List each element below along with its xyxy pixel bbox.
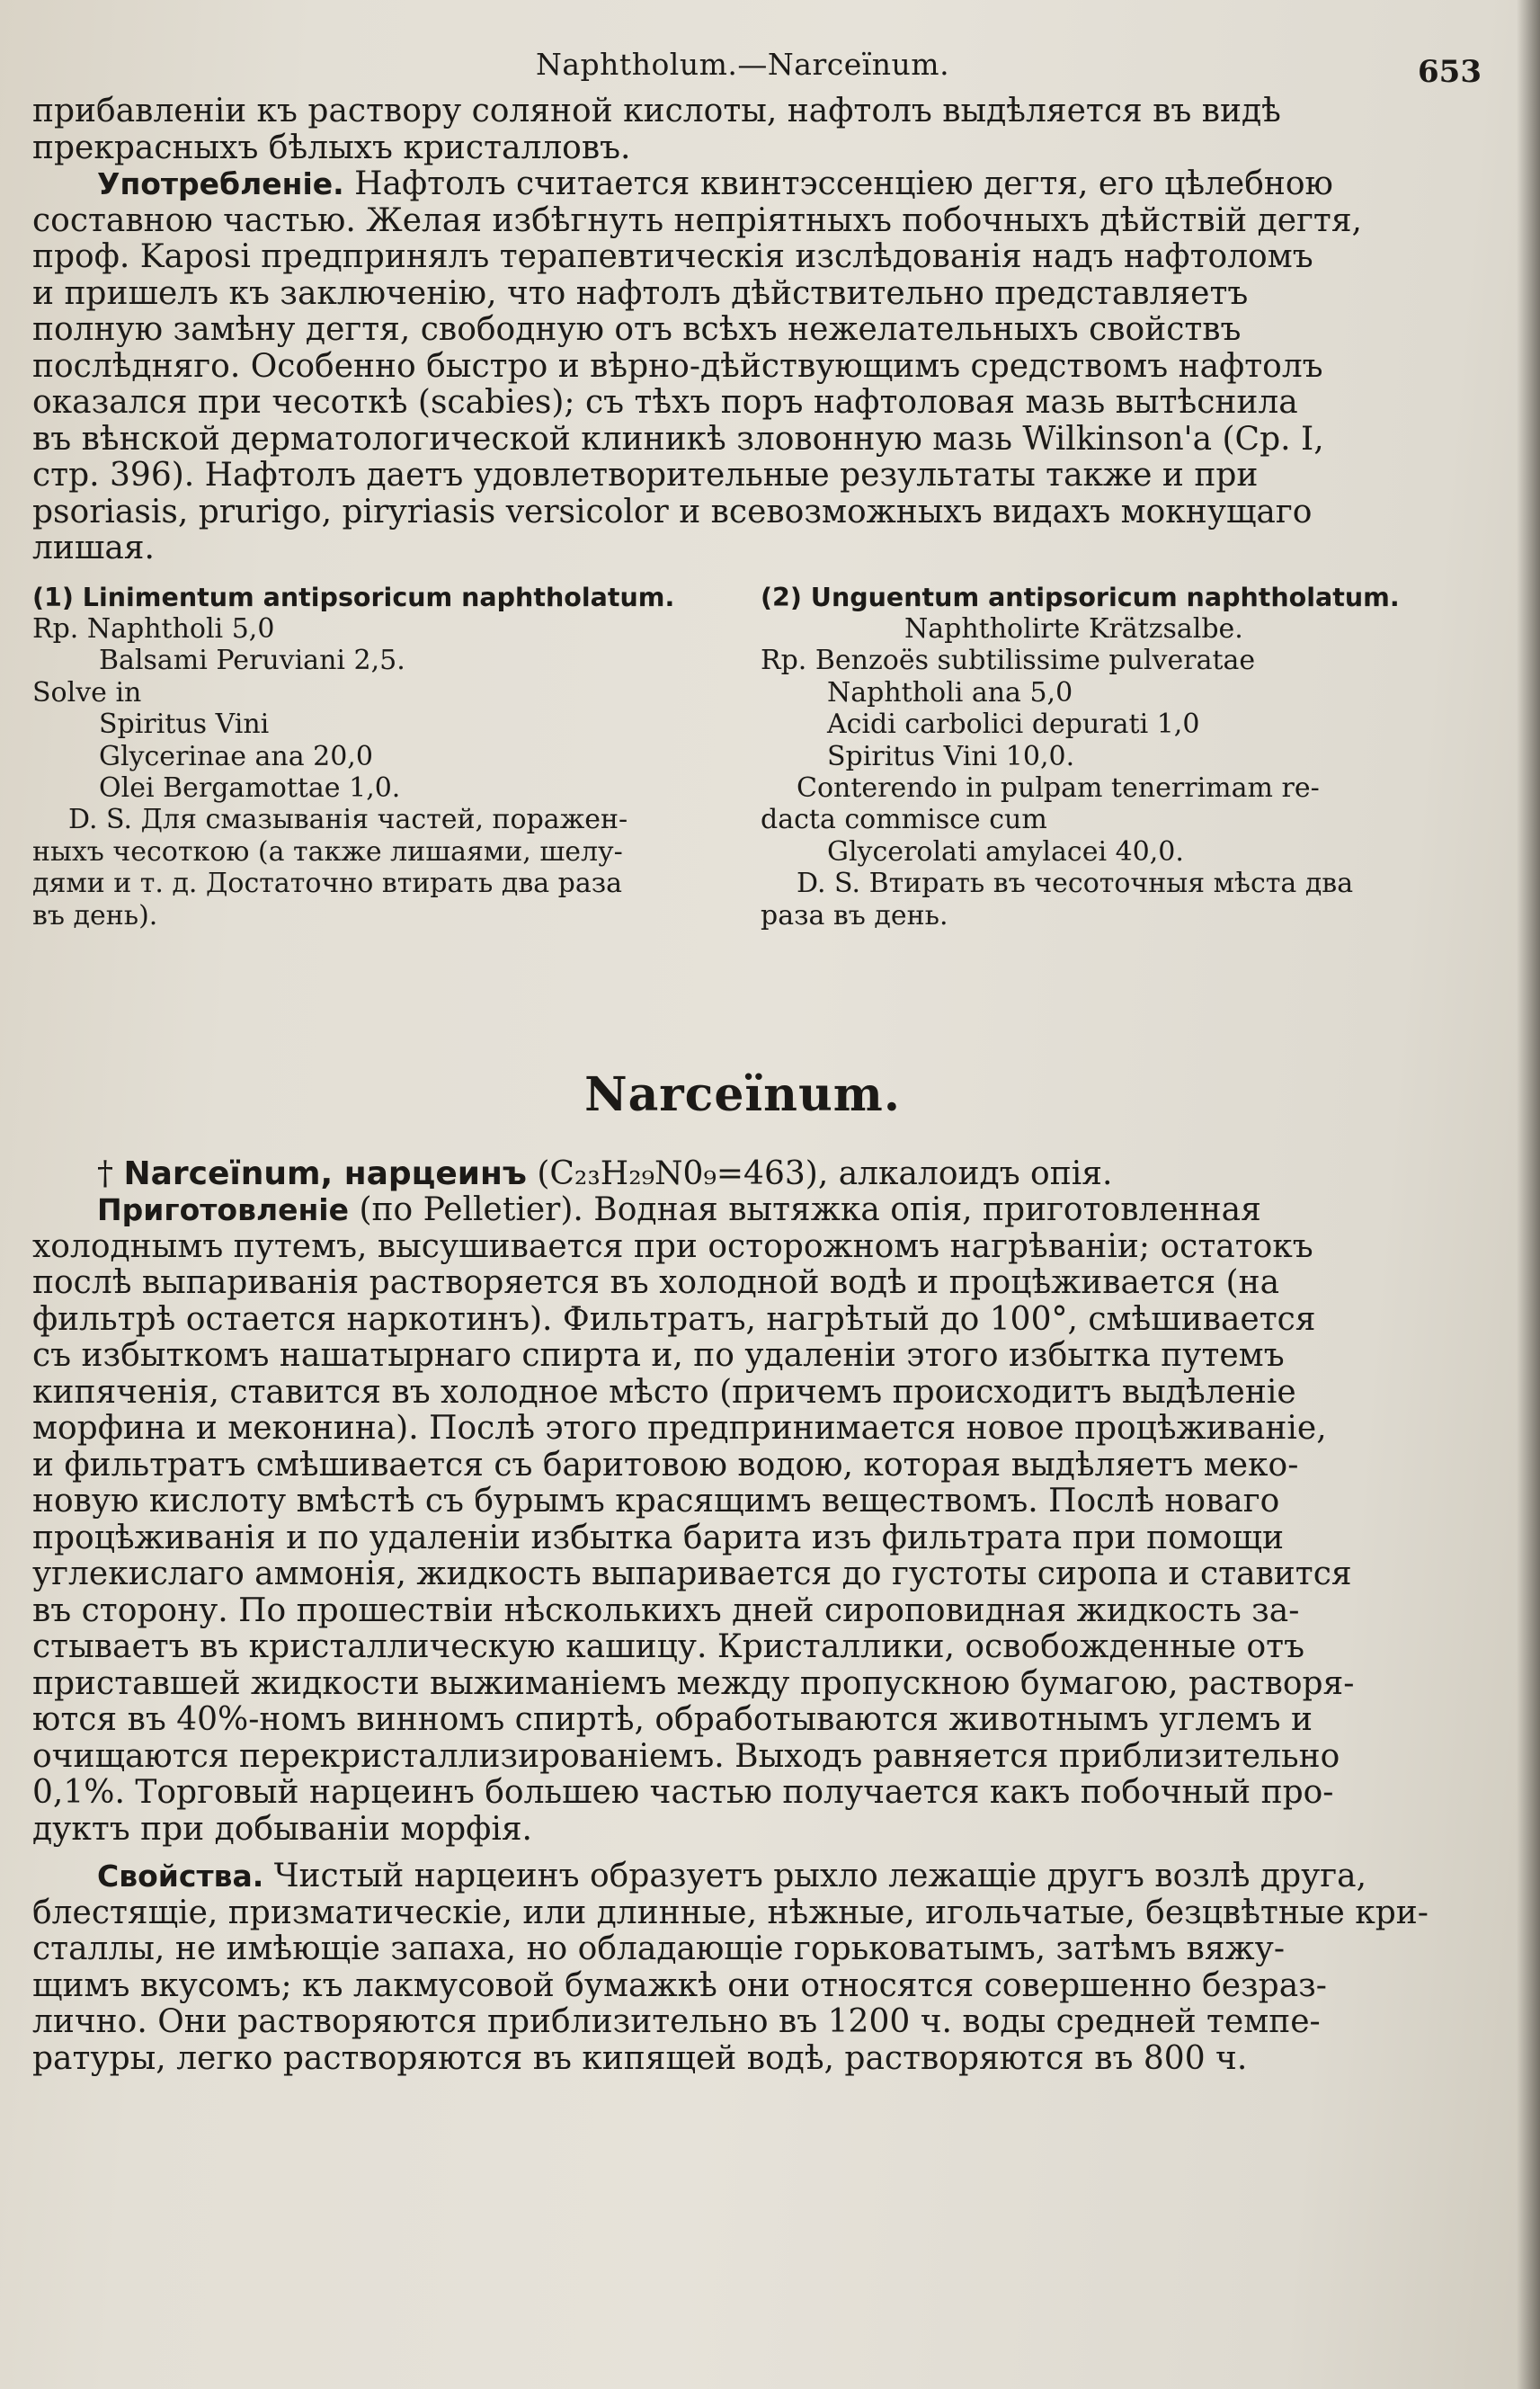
- recipe-line: Balsami Peruviani 2,5.: [99, 645, 405, 677]
- recipe-line: раза въ день.: [761, 899, 948, 932]
- running-title: Naphtholum.—Narceïnum.: [536, 47, 950, 82]
- text-line: лично. Они растворяются приблизительно въ 1200 ч. воды средней темпе-: [32, 2004, 1321, 2040]
- recipe-line: D. S. Для смазыванія частей, поражен-: [68, 804, 628, 836]
- dagger-mark: †: [97, 1155, 113, 1192]
- text-line: процѣживанія и по удаленіи избытка барита изъ фильтрата при помощи: [32, 1520, 1284, 1556]
- text-line: блестящіе, призматическіе, или длинные, нѣжные, игольчатые, безцвѣтные кри-: [32, 1894, 1429, 1931]
- text-line: очищаются перекристаллизированіемъ. Выходъ равняется приблизительно: [32, 1738, 1340, 1775]
- recipe-line: Acidi carbolici depurati 1,0: [827, 709, 1200, 741]
- text-line: ратуры, легко растворяются въ кипящей водѣ, растворяются въ 800 ч.: [32, 2040, 1248, 2077]
- text-line: послѣдняго. Особенно быстро и вѣрно-дѣйствующимъ средствомъ нафтолъ: [32, 348, 1323, 385]
- text-line: полную замѣну дегтя, свободную отъ всѣхъ нежелательныхъ свойствъ: [32, 312, 1242, 348]
- recipe-line: Olei Bergamottae 1,0.: [99, 771, 401, 804]
- text-line: Приготовленіе (по Pelletier). Водная вытяжка опія, приготовленная: [97, 1192, 1261, 1228]
- lead-name: Narceïnum, нарцеинъ: [123, 1155, 527, 1192]
- text-line: 0,1%. Торговый нарцеинъ большею частью получается какъ побочный про-: [32, 1775, 1334, 1811]
- text-line: съ избыткомъ нашатырнаго спирта и, по удаленіи этого избытка путемъ: [32, 1338, 1285, 1374]
- recipe-line: Spiritus Vini: [99, 709, 270, 741]
- recipe-line: Glycerolati amylacei 40,0.: [827, 835, 1184, 868]
- text-line: и пришелъ къ заключенію, что нафтолъ дѣйствительно представляетъ: [32, 275, 1249, 312]
- recipe-line: Rp. Naphtholi 5,0: [32, 612, 275, 645]
- page-gutter-shadow: [1517, 0, 1540, 2389]
- naphtholum-text: [32, 94, 1453, 567]
- text-line: составною частью. Желая избѣгнуть непріятныхъ побочныхъ дѣйствій дегтя,: [32, 202, 1362, 239]
- text-line: psoriasis, prurigo, piryriasis versicolor и всевозможныхъ видахъ мокнущаго: [32, 494, 1313, 530]
- text-line: сталлы, не имѣющіе запаха, но обладающіе горьковатымъ, затѣмъ вяжу-: [32, 1931, 1285, 1967]
- text-line: стываетъ въ кристаллическую кашицу. Кристаллики, освобожденные отъ: [32, 1629, 1304, 1665]
- recipe-heading: (1) Linimentum antipsoricum naphtholatum.: [32, 582, 675, 612]
- text-line: приставшей жидкости выжиманіемъ между пропускною бумагою, растворя-: [32, 1665, 1355, 1702]
- recipe-subtitle: Naphtholirte Krätzsalbe.: [904, 612, 1243, 645]
- recipe-line: Glycerinae ana 20,0: [99, 740, 373, 772]
- recipe-line: D. S. Втирать въ чесоточныя мѣста два: [797, 868, 1354, 900]
- recipe-heading: (2) Unguentum antipsoricum naphtholatum.: [761, 582, 1400, 612]
- recipe-line: Solve in: [32, 676, 142, 709]
- page-content: [32, 43, 1482, 2077]
- narceinum-text: [32, 1156, 1453, 2078]
- recipe-line: Conterendo in pulpam tenerrimam re-: [797, 771, 1320, 804]
- lead-formula: (C₂₃H₂₉N0₉=463), алкалоидъ опія.: [537, 1155, 1113, 1192]
- text-line: въ вѣнской дерматологической клиникѣ зловонную мазь Wilkinson'a (Ср. I,: [32, 421, 1324, 458]
- recipe-right: [761, 582, 1462, 932]
- text-line: ются въ 40%-номъ винномъ спиртѣ, обработываются животнымъ углемъ и: [32, 1702, 1313, 1738]
- text-line: стр. 396). Нафтолъ даетъ удовлетворительные результаты также и при: [32, 458, 1259, 494]
- text-line: Употребленіе. Нафтолъ считается квинтэссенціею дегтя, его цѣлебною: [97, 166, 1333, 202]
- prep-heading: Приготовленіе: [97, 1192, 350, 1227]
- text-line: послѣ выпариванія растворяется въ холодной водѣ и процѣживается (на: [32, 1265, 1280, 1301]
- text-line: дуктъ при добываніи морфія.: [32, 1811, 532, 1848]
- lead-line: [32, 1156, 1453, 1193]
- recipe-line: ныхъ чесоткою (а также лишаями, шелу-: [32, 835, 623, 868]
- recipe-left: [32, 582, 734, 932]
- text-line: углекислаго аммонія, жидкость выпаривается до густоты сиропа и ставится: [32, 1556, 1352, 1592]
- paragraph-gap: [32, 1848, 1453, 1859]
- text-line: прибавленіи къ раствору соляной кислоты, нафтолъ выдѣляется въ видѣ: [32, 94, 1281, 129]
- text-line: Свойства. Чистый нарцеинъ образуетъ рыхло лежащіе другъ возлѣ друга,: [97, 1859, 1367, 1894]
- recipe-line: Spiritus Vini 10,0.: [827, 740, 1075, 772]
- text-line: проф. Kaposi предпринялъ терапевтическія изслѣдованія надъ нафтоломъ: [32, 239, 1313, 275]
- text-line: и фильтратъ смѣшивается съ баритовою водою, которая выдѣляетъ меко-: [32, 1447, 1299, 1484]
- recipe-line: дями и т. д. Достаточно втирать два раза: [32, 868, 622, 900]
- text-line: оказался при чесоткѣ (scabies); съ тѣхъ поръ нафтоловая мазь вытѣснила: [32, 385, 1298, 421]
- recipe-line: Rp. Benzoës subtilissime pulveratae: [761, 645, 1256, 677]
- text-line: въ сторону. По прошествіи нѣсколькихъ дней сироповидная жидкость за-: [32, 1592, 1300, 1629]
- running-head: [32, 43, 1482, 94]
- text-line: холоднымъ путемъ, высушивается при осторожномъ нагрѣваніи; остатокъ: [32, 1228, 1313, 1265]
- page-number: 653: [1418, 54, 1482, 90]
- recipe-line: Naphtholi ana 5,0: [827, 676, 1073, 709]
- text-line: фильтрѣ остается наркотинъ). Фильтратъ, нагрѣтый до 100°, смѣшивается: [32, 1301, 1316, 1338]
- use-heading: Употребленіе.: [97, 166, 344, 201]
- recipe-line: dacta commisce cum: [761, 804, 1047, 836]
- text-line: лишая.: [32, 530, 155, 566]
- text-line: новую кислоту вмѣстѣ съ бурымъ красящимъ веществомъ. Послѣ новаго: [32, 1484, 1280, 1520]
- recipe-line: въ день).: [32, 899, 158, 932]
- text-line: щимъ вкусомъ; къ лакмусовой бумажкѣ они относятся совершенно безраз-: [32, 1967, 1327, 2004]
- text-line: кипяченія, ставится въ холодное мѣсто (причемъ происходитъ выдѣленіе: [32, 1374, 1296, 1411]
- text-line: прекрасныхъ бѣлыхъ кристалловъ.: [32, 129, 631, 166]
- props-heading: Свойства.: [97, 1859, 264, 1894]
- recipes: [32, 582, 1453, 1004]
- article-title: Narceïnum.: [584, 1066, 901, 1122]
- text-line: морфина и меконина). Послѣ этого предпринимается новое процѣживаніе,: [32, 1411, 1327, 1447]
